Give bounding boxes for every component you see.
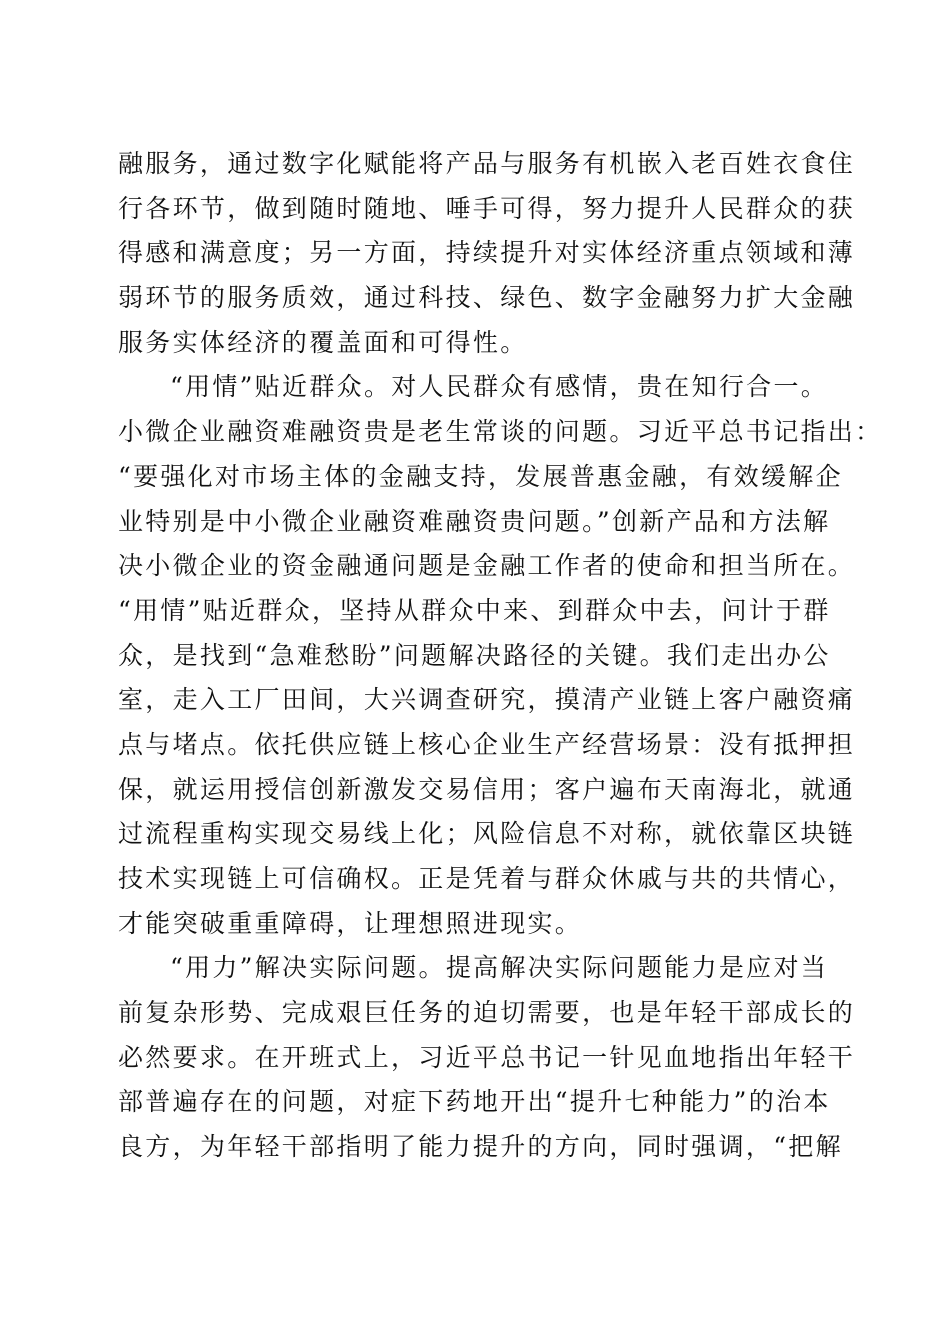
- paragraph-heading-line: “用情”贴近群众。对人民群众有感情，贵在知行合一。: [170, 372, 829, 402]
- text-line: 点与堵点。依托供应链上核心企业生产经营场景：没有抵押担: [118, 729, 856, 759]
- text-line: 部普遍存在的问题，对症下药地开出“提升七种能力”的治本: [118, 1087, 831, 1117]
- text-line: 融服务，通过数字化赋能将产品与服务有机嵌入老百姓衣食住: [118, 149, 856, 178]
- text-line: 弱环节的服务质效，通过科技、绿色、数字金融努力扩大金融: [118, 283, 856, 313]
- text-line: 小微企业融资难融资贵是老生常谈的问题。习近平总书记指出：: [118, 417, 883, 447]
- text-line: 才能突破重重障碍，让理想照进现实。: [118, 908, 583, 938]
- text-line: 室，走入工厂田间，大兴调查研究，摸清产业链上客户融资痛: [118, 685, 856, 715]
- text-line: 必然要求。在开班式上，习近平总书记一针见血地指出年轻干: [118, 1042, 856, 1072]
- text-line: 众，是找到“急难愁盼”问题解决路径的关键。我们走出办公: [118, 640, 831, 670]
- text-line: 过流程重构实现交易线上化；风险信息不对称，就依靠区块链: [118, 819, 856, 849]
- text-line: 服务实体经济的覆盖面和可得性。: [118, 327, 528, 357]
- text-line: 行各环节，做到随时随地、唾手可得，努力提升人民群众的获: [118, 193, 856, 223]
- text-line: 技术实现链上可信确权。正是凭着与群众休戚与共的共情心，: [118, 864, 856, 893]
- paragraph-heading-line: “用力”解决实际问题。提高解决实际问题能力是应对当: [170, 953, 829, 983]
- text-line: 得感和满意度；另一方面，持续提升对实体经济重点领域和薄: [118, 238, 856, 268]
- document-body: [118, 142, 883, 1170]
- text-line: 前复杂形势、完成艰巨任务的迫切需要，也是年轻干部成长的: [118, 998, 856, 1028]
- text-line: 保，就运用授信创新激发交易信用；客户遍布天南海北，就通: [118, 774, 856, 804]
- text-line: “用情”贴近群众，坚持从群众中来、到群众中去，问计于群: [118, 595, 831, 625]
- text-line: “要强化对市场主体的金融支持，发展普惠金融，有效缓解企: [118, 461, 843, 491]
- text-line: 业特别是中小微企业融资难融资贵问题。”创新产品和方法解: [118, 506, 831, 536]
- text-line: 良方，为年轻干部指明了能力提升的方向，同时强调，“把解: [118, 1132, 843, 1162]
- text-line: 决小微企业的资金融通问题是金融工作者的使命和担当所在。: [118, 551, 856, 581]
